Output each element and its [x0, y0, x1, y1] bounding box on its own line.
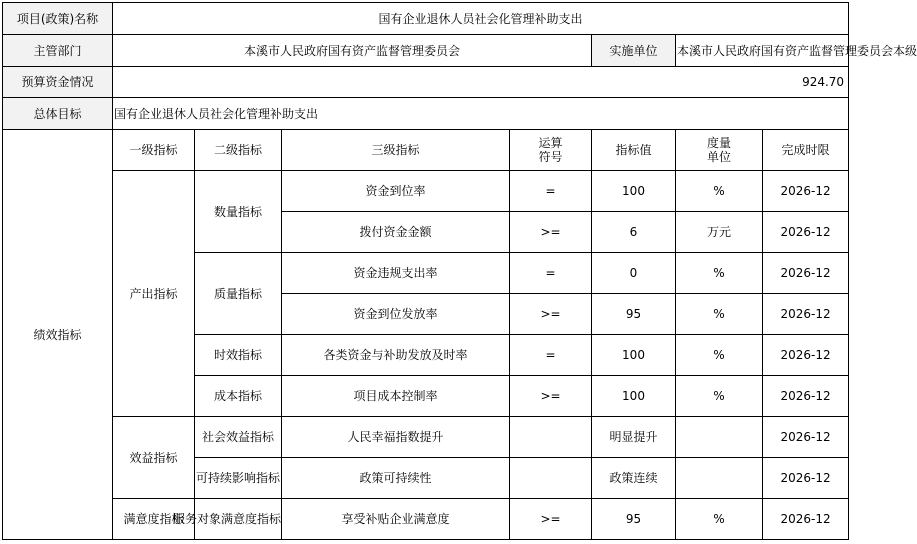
indicator-row	[3, 499, 849, 540]
indicator-name: 资金到位率	[282, 171, 510, 212]
indicator-value: 95	[592, 294, 676, 335]
group-service-text: 服务对象满意度指标	[172, 512, 281, 526]
indicator-value: 95	[592, 499, 676, 540]
group-timeliness: 时效指标	[195, 335, 282, 376]
header-value: 指标值	[592, 130, 676, 171]
indicator-value: 政策连续	[592, 458, 676, 499]
header-deadline: 完成时限	[763, 130, 849, 171]
group-service	[172, 499, 282, 540]
indicator-deadline: 2026-12	[763, 212, 849, 253]
indicator-deadline: 2026-12	[763, 458, 849, 499]
indicator-name: 资金违规支出率	[282, 253, 510, 294]
department-name: 本溪市人民政府国有资产监督管理委员会	[113, 35, 592, 67]
indicator-deadline: 2026-12	[763, 376, 849, 417]
impl-unit-name: 本溪市人民政府国有资产监督管理委员会本级	[676, 35, 849, 67]
perf-label: 绩效指标	[3, 130, 113, 540]
header-unit	[676, 130, 763, 171]
group-quantity: 数量指标	[195, 171, 282, 253]
indicator-operator	[510, 417, 592, 458]
indicator-unit: 万元	[676, 212, 763, 253]
project-name: 国有企业退休人员社会化管理补助支出	[113, 3, 849, 35]
indicator-unit: %	[676, 335, 763, 376]
indicator-unit: %	[676, 171, 763, 212]
project-row	[3, 3, 849, 35]
indicator-value: 100	[592, 376, 676, 417]
indicator-value: 0	[592, 253, 676, 294]
indicator-value: 明显提升	[592, 417, 676, 458]
indicator-deadline: 2026-12	[763, 499, 849, 540]
budget-amount: 924.70	[113, 67, 849, 98]
indicator-deadline: 2026-12	[763, 253, 849, 294]
indicator-name: 政策可持续性	[282, 458, 510, 499]
indicator-deadline: 2026-12	[763, 171, 849, 212]
indicator-operator: =	[510, 335, 592, 376]
header-level2: 二级指标	[195, 130, 282, 171]
indicator-deadline: 2026-12	[763, 417, 849, 458]
budget-label: 预算资金情况	[3, 67, 113, 98]
indicator-operator	[510, 458, 592, 499]
indicator-deadline: 2026-12	[763, 335, 849, 376]
indicator-operator: >=	[510, 294, 592, 335]
indicator-name: 拨付资金金额	[282, 212, 510, 253]
indicator-name: 享受补贴企业满意度	[282, 499, 510, 540]
indicator-row	[3, 417, 849, 458]
indicator-operator: =	[510, 253, 592, 294]
group-benefit: 效益指标	[113, 417, 195, 499]
header-operator	[510, 130, 592, 171]
goal-text: 国有企业退休人员社会化管理补助支出	[113, 98, 849, 130]
group-sustain: 可持续影响指标	[195, 458, 282, 499]
group-quality: 质量指标	[195, 253, 282, 335]
indicator-unit: %	[676, 376, 763, 417]
group-satisfaction: 满意度指标	[113, 499, 195, 540]
indicator-unit: %	[676, 499, 763, 540]
indicator-operator: =	[510, 171, 592, 212]
department-label: 主管部门	[3, 35, 113, 67]
header-level3: 三级指标	[282, 130, 510, 171]
goal-label: 总体目标	[3, 98, 113, 130]
department-row	[3, 35, 849, 67]
indicator-deadline: 2026-12	[763, 294, 849, 335]
indicator-operator: >=	[510, 376, 592, 417]
indicator-operator: >=	[510, 499, 592, 540]
indicator-value: 100	[592, 335, 676, 376]
impl-unit-label: 实施单位	[592, 35, 676, 67]
group-cost: 成本指标	[195, 376, 282, 417]
indicator-value: 6	[592, 212, 676, 253]
project-label: 项目(政策)名称	[3, 3, 113, 35]
header-level1: 一级指标	[113, 130, 195, 171]
performance-table	[2, 2, 917, 540]
indicator-name: 人民幸福指数提升	[282, 417, 510, 458]
group-output: 产出指标	[113, 171, 195, 417]
indicator-value: 100	[592, 171, 676, 212]
indicator-unit: %	[676, 294, 763, 335]
perf-header-row	[3, 130, 849, 171]
indicator-operator: >=	[510, 212, 592, 253]
group-social: 社会效益指标	[195, 417, 282, 458]
indicator-row	[3, 171, 849, 212]
indicator-unit	[676, 458, 763, 499]
indicator-name: 资金到位发放率	[282, 294, 510, 335]
indicator-unit: %	[676, 253, 763, 294]
budget-row	[3, 67, 849, 98]
indicator-unit	[676, 417, 763, 458]
indicator-name: 项目成本控制率	[282, 376, 510, 417]
goal-row	[3, 98, 849, 130]
header-operator-text: 运算符号	[538, 136, 563, 164]
header-unit-text: 度量单位	[706, 136, 731, 164]
indicator-name: 各类资金与补助发放及时率	[282, 335, 510, 376]
